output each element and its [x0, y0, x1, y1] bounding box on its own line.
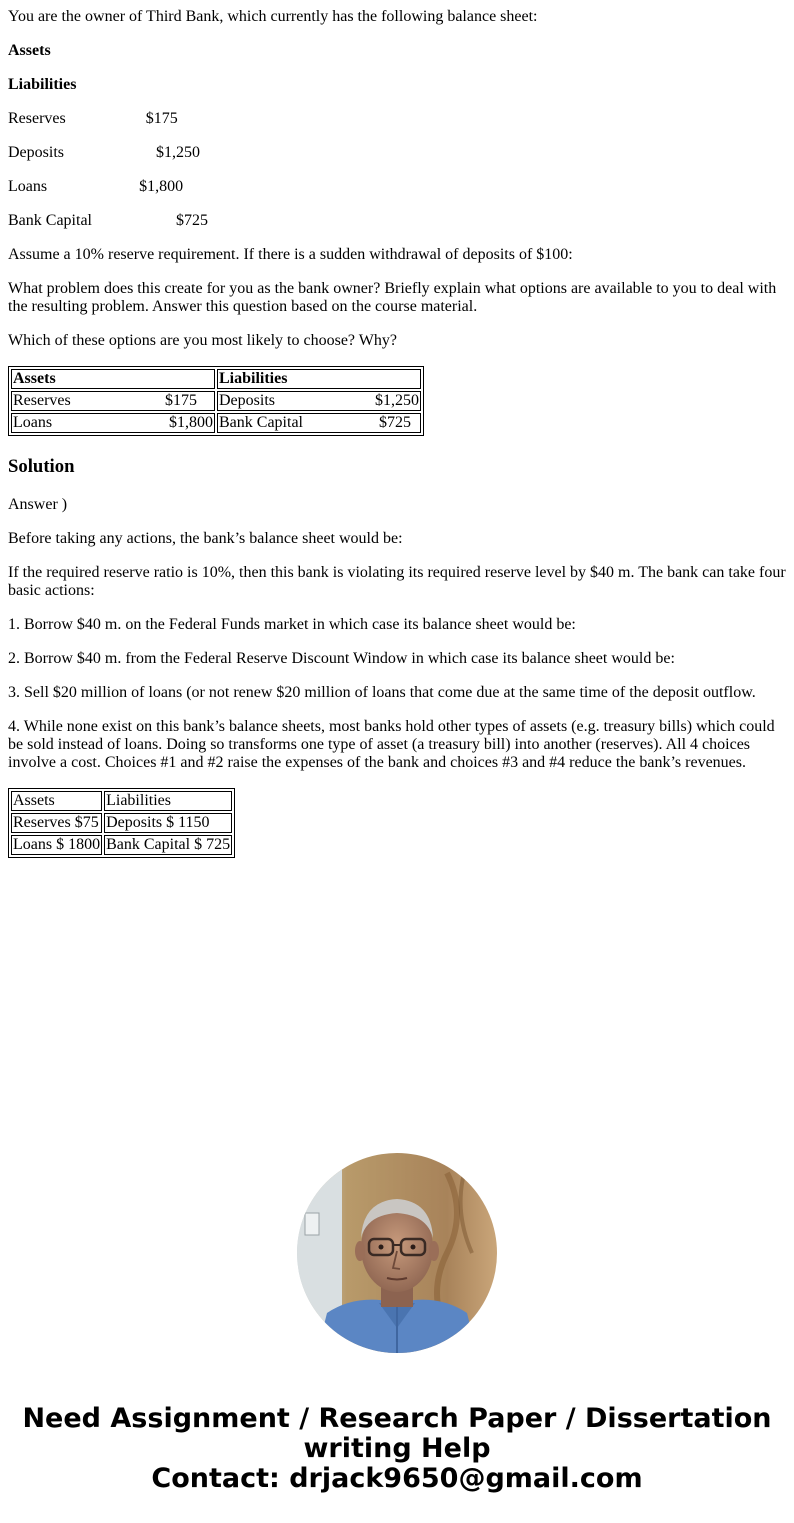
- solution-heading: Solution: [8, 456, 75, 477]
- table-cell-loans: Loans $1,800: [13, 414, 213, 431]
- table-cell-bank-capital: Bank Capital $725: [217, 413, 421, 433]
- line-item-label: Deposits: [8, 144, 64, 161]
- table-row: [11, 413, 421, 433]
- table-row: [11, 791, 232, 811]
- question-problem: What problem does this create for you as the bank owner? Briefly explain what options are available to you to deal with the resulting problem. Answer this question based on the course material.: [8, 280, 777, 315]
- table-cell-reserves: Reserves $75: [11, 813, 102, 833]
- solution-answer: Answer ): [8, 496, 68, 513]
- line-item-value: $1,250: [156, 144, 200, 161]
- table-header-assets: Assets: [11, 791, 102, 811]
- line-item-label: Reserves: [8, 110, 66, 127]
- table-row: [11, 813, 232, 833]
- table-cell-deposits: Deposits $1,250: [219, 392, 419, 409]
- avatar: [297, 1153, 497, 1353]
- table-row: [11, 369, 421, 389]
- line-item-loans: [8, 178, 786, 196]
- footer-line-2: writing Help: [303, 1433, 491, 1464]
- table-cell-loans: Loans $ 1800: [13, 836, 101, 853]
- question-assumption: Assume a 10% reserve requirement. If there is a sudden withdrawal of deposits of $100:: [8, 246, 573, 263]
- footer-promo: [0, 1404, 794, 1494]
- line-item-label: Loans: [8, 178, 48, 195]
- balance-sheet-table-initial: [8, 366, 424, 436]
- solution-before: Before taking any actions, the bank’s balance sheet would be:: [8, 530, 403, 547]
- table-row: [11, 835, 232, 855]
- line-item-deposits: [8, 144, 786, 162]
- table-header-liabilities: Liabilities: [104, 791, 232, 811]
- table-cell-bank-capital: Bank Capital $ 725: [106, 836, 231, 853]
- solution-option-4: 4. While none exist on this bank’s balance sheets, most banks hold other types of assets (e.g. treasury bills) which could be sold instead of loans. Doing so transforms one type of asset (a treasury bill) into another (reserves). All 4 choices involve a cost. Choices #1 and #2 raise the expenses of the bank and choices #3 and #4 reduce the bank’s revenues.: [8, 718, 775, 771]
- question-which: Which of these options are you most likely to choose? Why?: [8, 332, 397, 349]
- solution-option-2: 2. Borrow $40 m. from the Federal Reserve Discount Window in which case its balance sheet would be:: [8, 650, 675, 667]
- line-item-value: $725: [175, 212, 208, 229]
- question-intro: You are the owner of Third Bank, which currently has the following balance sheet:: [8, 8, 538, 25]
- line-item-value: $175: [145, 110, 178, 127]
- solution-violation: If the required reserve ratio is 10%, then this bank is violating its required reserve level by $40 m. The bank can take four basic actions:: [8, 564, 786, 599]
- line-item-value: $1,800: [139, 178, 184, 195]
- avatar-photo: [297, 1153, 497, 1353]
- balance-sheet-table-after: [8, 788, 235, 858]
- table-header-liabilities: Liabilities: [217, 369, 421, 389]
- line-item-reserves: [8, 110, 786, 128]
- liabilities-heading: Liabilities: [8, 76, 77, 93]
- table-header-assets: Assets: [11, 369, 215, 389]
- footer-contact: Contact: drjack9650@gmail.com: [151, 1463, 643, 1494]
- line-item-bank-capital: [8, 212, 786, 230]
- line-item-label: Bank Capital: [8, 212, 92, 229]
- footer-line-1: Need Assignment / Research Paper / Dissertation: [22, 1403, 772, 1434]
- solution-option-3: 3. Sell $20 million of loans (or not renew $20 million of loans that come due at the same time of the deposit outflow.: [8, 684, 756, 701]
- table-cell-reserves: Reserves $175: [11, 391, 215, 411]
- table-cell-deposits: Deposits $ 1150: [104, 813, 232, 833]
- assets-heading: Assets: [8, 42, 51, 59]
- table-row: [11, 391, 421, 411]
- solution-option-1: 1. Borrow $40 m. on the Federal Funds market in which case its balance sheet would be:: [8, 616, 576, 633]
